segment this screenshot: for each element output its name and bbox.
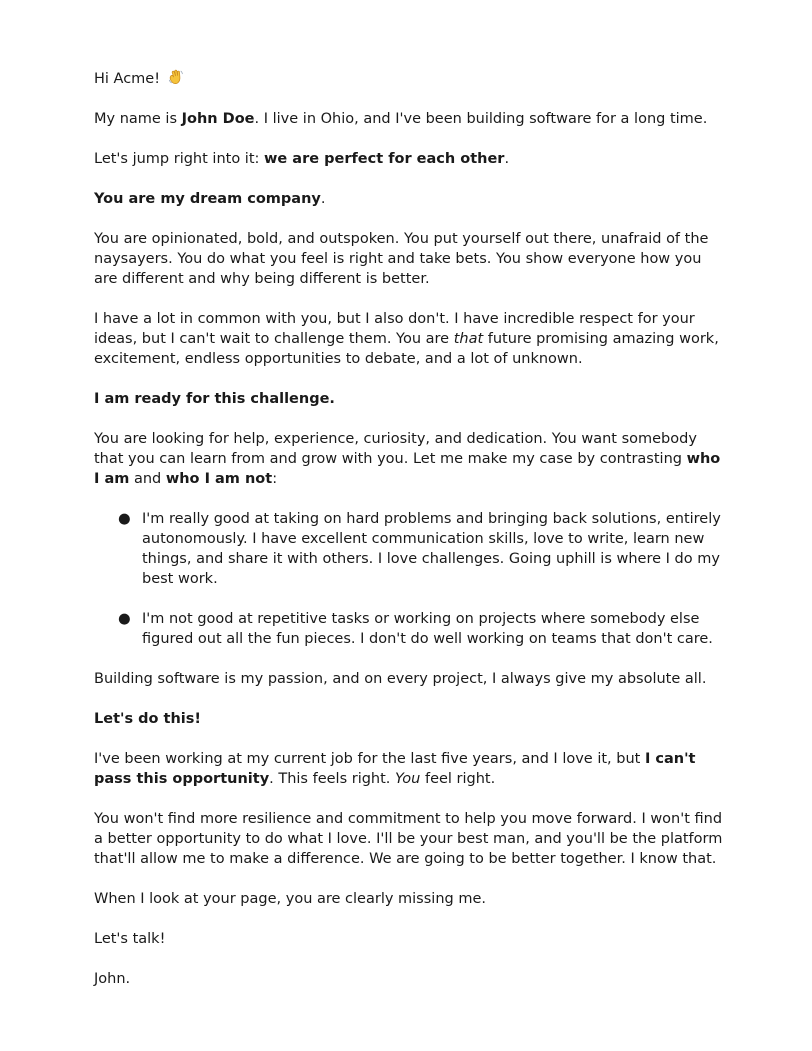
signature: John. [94,971,131,987]
passion-paragraph: Building software is my passion, and on every project, I always give my absolute all. [94,671,707,687]
waving-hand-icon [167,68,185,86]
current-job-paragraph: I've been working at my current job for the last five years, and I love it, but I can't pass this opportunity. This feels right. You feel right. [94,751,696,787]
greeting-text: Hi Acme! [94,71,161,87]
ready-heading: I am ready for this challenge. [94,391,335,407]
looking-paragraph: You are looking for help, experience, curiosity, and dedication. You want somebody that you can learn from and grow with you. Let me make my case by contrasting who I am and who I am not: [94,431,721,487]
common-paragraph: I have a lot in common with you, but I also don't. I have incredible respect for your ideas, but I can't wait to challenge them. You are that future promising amazing work, excitement, endless opportunities to debate, and a lot of unknown. [94,311,719,367]
greeting [94,68,724,89]
dream-company-paragraph: You are my dream company. [94,191,326,207]
jump-paragraph: Let's jump right into it: we are perfect for each other. [94,151,510,167]
contrast-list [94,509,724,649]
lets-do-this-heading: Let's do this! [94,711,201,727]
resilience-paragraph: You won't find more resilience and commitment to help you move forward. I won't find a better opportunity to do what I love. I'll be your best man, and you'll be the platform that'll allow me to make a difference. We are going to be better together. I know that. [94,811,723,867]
list-item: ● I'm not good at repetitive tasks or working on projects where somebody else figured out all the fun pieces. I don't do well working on teams that don't care. [118,611,713,647]
author-name: John Doe [181,111,255,127]
opinionated-paragraph: You are opinionated, bold, and outspoken. You put yourself out there, unafraid of the naysayers. You do what you feel is right and take bets. You show everyone how you are different and why being different is better. [94,231,709,287]
missing-paragraph: When I look at your page, you are clearly missing me. [94,891,486,907]
bullet-icon: ● [118,511,131,527]
list-item: ● I'm really good at taking on hard problems and bringing back solutions, entirely autonomously. I have excellent communication skills, love to write, learn new things, and share it with others. I love challenges. Going uphill is where I do my best work. [118,511,721,587]
bullet-icon: ● [118,611,131,627]
talk-paragraph: Let's talk! [94,931,166,947]
intro-paragraph: My name is John Doe. I live in Ohio, and I've been building software for a long time. [94,111,708,127]
letter-document [94,68,724,1009]
